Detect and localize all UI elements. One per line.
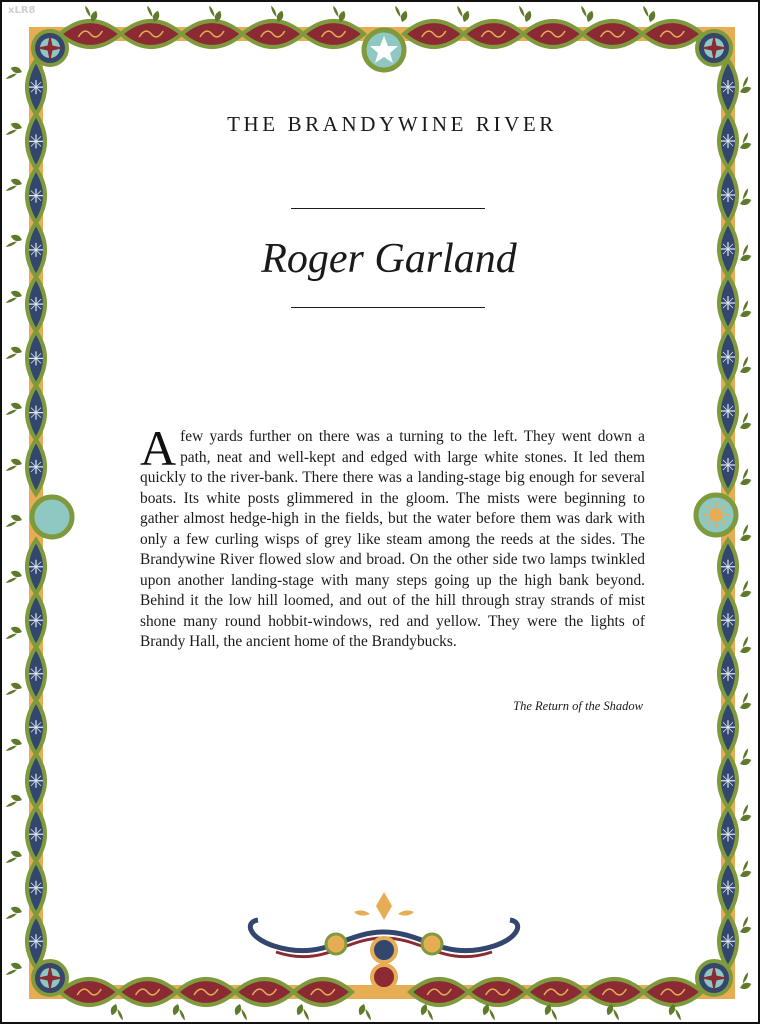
top-rule [291, 208, 485, 209]
leaf-icon [233, 1003, 252, 1020]
ornament-flame-icon [376, 892, 392, 920]
leaf-icon [6, 65, 23, 84]
ornament-scroll [384, 920, 518, 951]
leaf-icon [6, 681, 23, 700]
ornament-medallion [372, 965, 396, 989]
ornament-medallion [326, 934, 346, 954]
source-citation: The Return of the Shadow [513, 699, 643, 713]
leaf-icon [515, 6, 534, 23]
leaf-icon [736, 636, 753, 655]
leaf-icon [6, 513, 23, 532]
drop-cap: A [140, 420, 177, 476]
crescent-moon-icon [32, 497, 72, 537]
passage [140, 420, 645, 653]
leaf-icon [736, 580, 753, 599]
ornament-medallion [422, 934, 442, 954]
leaf-icon [6, 905, 23, 924]
leaf-icon [6, 961, 23, 980]
leaf-icon [736, 972, 753, 991]
leaf-icon [736, 748, 753, 767]
ornament-scroll [250, 920, 384, 951]
leaf-icon [736, 692, 753, 711]
leaf-icon [736, 804, 753, 823]
leaf-icon [736, 860, 753, 879]
author-name: Roger Garland [261, 236, 517, 282]
leaf-icon [6, 849, 23, 868]
leaf-icon [6, 401, 23, 420]
leaf-icon [6, 289, 23, 308]
leaf-icon [736, 916, 753, 935]
leaf-icon [391, 6, 410, 23]
leaf-icon [6, 457, 23, 476]
chapter-title: THE BRANDYWINE RIVER [227, 112, 557, 136]
leaf-icon [171, 1003, 190, 1020]
ornament-medallion [372, 938, 396, 962]
leaf-icon [109, 1003, 128, 1020]
leaf-icon [639, 6, 658, 23]
leaf-icon [6, 569, 23, 588]
leaf-icon [453, 6, 472, 23]
watermark: xLR8 [8, 5, 36, 16]
leaf-icon [295, 1003, 314, 1020]
leaf-icon [6, 345, 23, 364]
leaf-icon [6, 177, 23, 196]
passage-text: few yards further on there was a turning to the left. They went down a path, neat and well-kept and edged with large white stones. It led them quickly to the river-bank. There there was a landing-stage big enough for several boats. Its white posts glimmered in the gloom. The mists were beginning to gather almost hedge-high in the fields, but the water before them was dark with only a few curling wisps of grey like steam among the reeds at the sides. The Brandywine River flowed slow and broad. On the other side two lamps twinkled upon another landing-stage with many steps going up the high bank beyond. Behind it the low hill loomed, and out of the hill through stray strands of mist shone many round hobbit-windows, red and yellow. They were the lights of Brandy Hall, the ancient home of the Brandybucks. [140, 428, 645, 650]
leaf-icon [736, 524, 753, 543]
leaf-icon [357, 1003, 376, 1020]
leaf-icon [6, 793, 23, 812]
sun-icon [709, 508, 723, 522]
leaf-icon [6, 737, 23, 756]
bottom-rule [291, 307, 485, 308]
leaf-icon [6, 625, 23, 644]
leaf-icon [577, 6, 596, 23]
